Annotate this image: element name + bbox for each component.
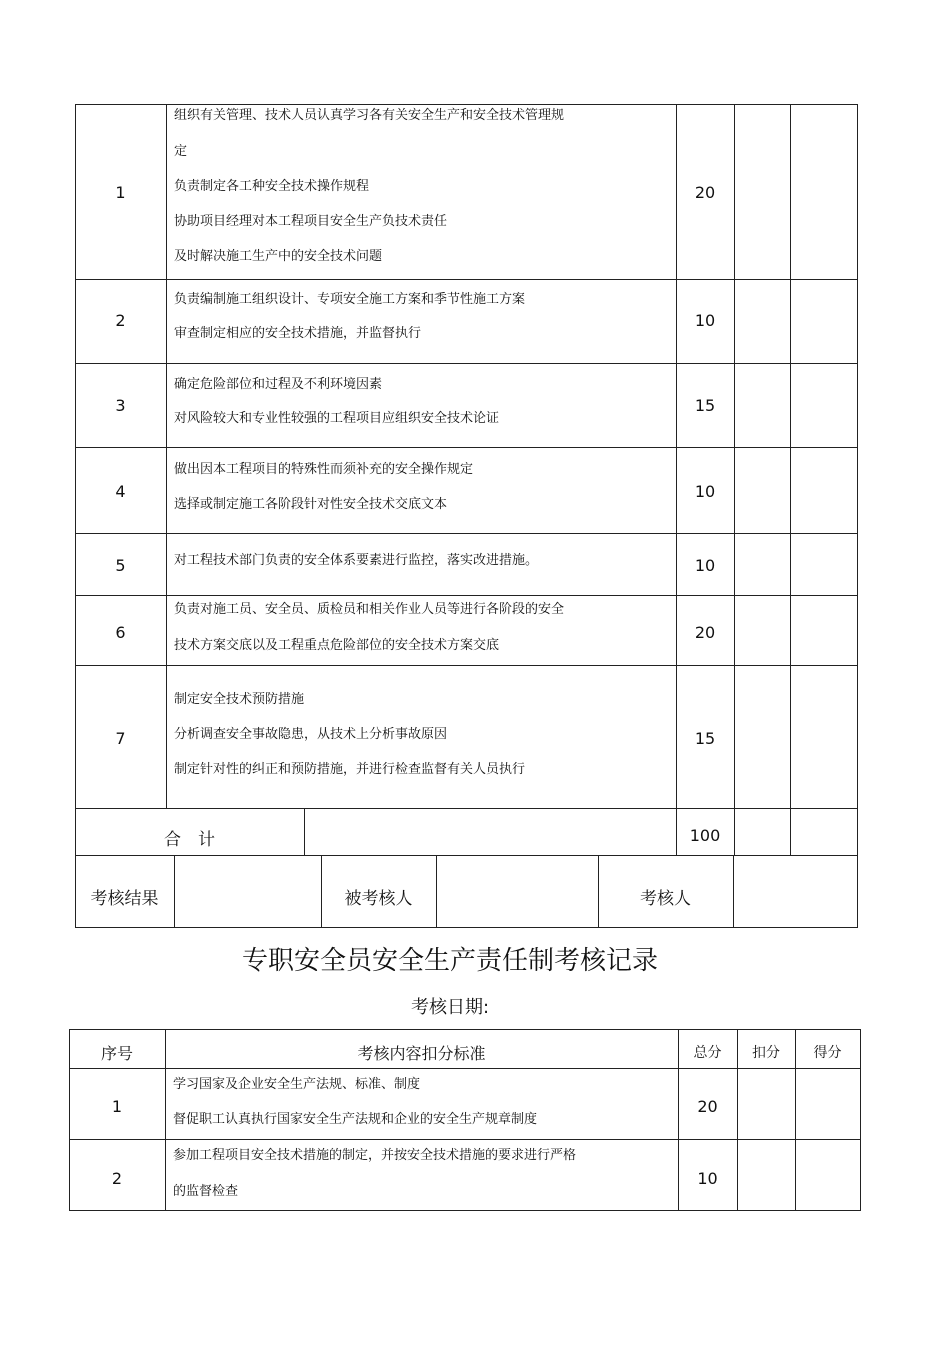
total-score: 10 [694,556,716,575]
criteria-line: 督促职工认真执行国家安全生产法规和企业的安全生产规章制度 [173,1112,538,1127]
page-title: 专职安全员安全生产责任制考核记录 [241,946,658,976]
total-label: 合 计 [164,830,215,850]
criteria-line: 协助项目经理对本工程项目安全生产负技术责任 [174,214,448,229]
criteria-line: 的监督检查 [173,1184,239,1199]
criteria-line: 负责制定各工种安全技术操作规程 [174,179,370,194]
criteria-line: 负责编制施工组织设计、专项安全施工方案和季节性施工方案 [174,292,526,307]
criteria-line: 制定针对性的纠正和预防措施，并进行检查监督有关人员执行 [174,762,526,777]
row-number: 3 [115,396,126,415]
total-score: 20 [694,183,716,202]
criteria-line: 定 [174,144,188,159]
header-total: 总分 [693,1045,722,1061]
row-number: 2 [111,1169,123,1188]
header-content: 考核内容扣分标准 [357,1044,486,1063]
assessment-date-label: 考核日期: [410,997,490,1018]
criteria-line: 审查制定相应的安全技术措施，并监督执行 [174,326,422,341]
criteria-line: 制定安全技术预防措施 [174,692,305,707]
row-number: 2 [115,311,126,330]
total-score: 15 [694,396,716,415]
header-number: 序号 [100,1044,133,1063]
total-score: 10 [694,311,716,330]
total-score: 15 [694,729,716,748]
row-number: 1 [111,1097,123,1116]
criteria-line: 确定危险部位和过程及不利环境因素 [174,377,383,392]
total-score: 10 [697,1169,718,1188]
criteria-line: 对风险较大和专业性较强的工程项目应组织安全技术论证 [174,411,500,426]
criteria-line: 对工程技术部门负责的安全体系要素进行监控，落实改进措施。 [174,553,539,568]
criteria-line: 学习国家及企业安全生产法规、标准、制度 [173,1077,421,1092]
total-score: 20 [697,1097,718,1116]
row-number: 6 [115,623,126,642]
criteria-line: 及时解决施工生产中的安全技术问题 [174,249,383,264]
row-number: 1 [115,183,126,202]
row-number: 5 [115,556,126,575]
total-score-sum: 100 [689,826,721,845]
criteria-line: 选择或制定施工各阶段针对性安全技术交底文本 [174,497,448,512]
row-number: 7 [115,729,126,748]
assessor-label: 考核人 [640,889,691,909]
criteria-line: 负责对施工员、安全员、质检员和相关作业人员等进行各阶段的安全 [174,602,565,617]
header-deduct: 扣分 [752,1045,780,1061]
row-number: 4 [115,482,126,501]
assessee-label: 被考核人 [344,889,413,909]
total-score: 10 [694,482,716,501]
header-score: 得分 [813,1045,842,1061]
total-score: 20 [694,623,716,642]
criteria-line: 分析调查安全事故隐患，从技术上分析事故原因 [174,727,448,742]
result-label: 考核结果 [90,889,159,909]
criteria-line: 技术方案交底以及工程重点危险部位的安全技术方案交底 [174,638,500,653]
criteria-line: 组织有关管理、技术人员认真学习各有关安全生产和安全技术管理规 [174,108,565,123]
criteria-line: 做出因本工程项目的特殊性而须补充的安全操作规定 [174,462,474,477]
criteria-line: 参加工程项目安全技术措施的制定，并按安全技术措施的要求进行严格 [173,1148,577,1163]
